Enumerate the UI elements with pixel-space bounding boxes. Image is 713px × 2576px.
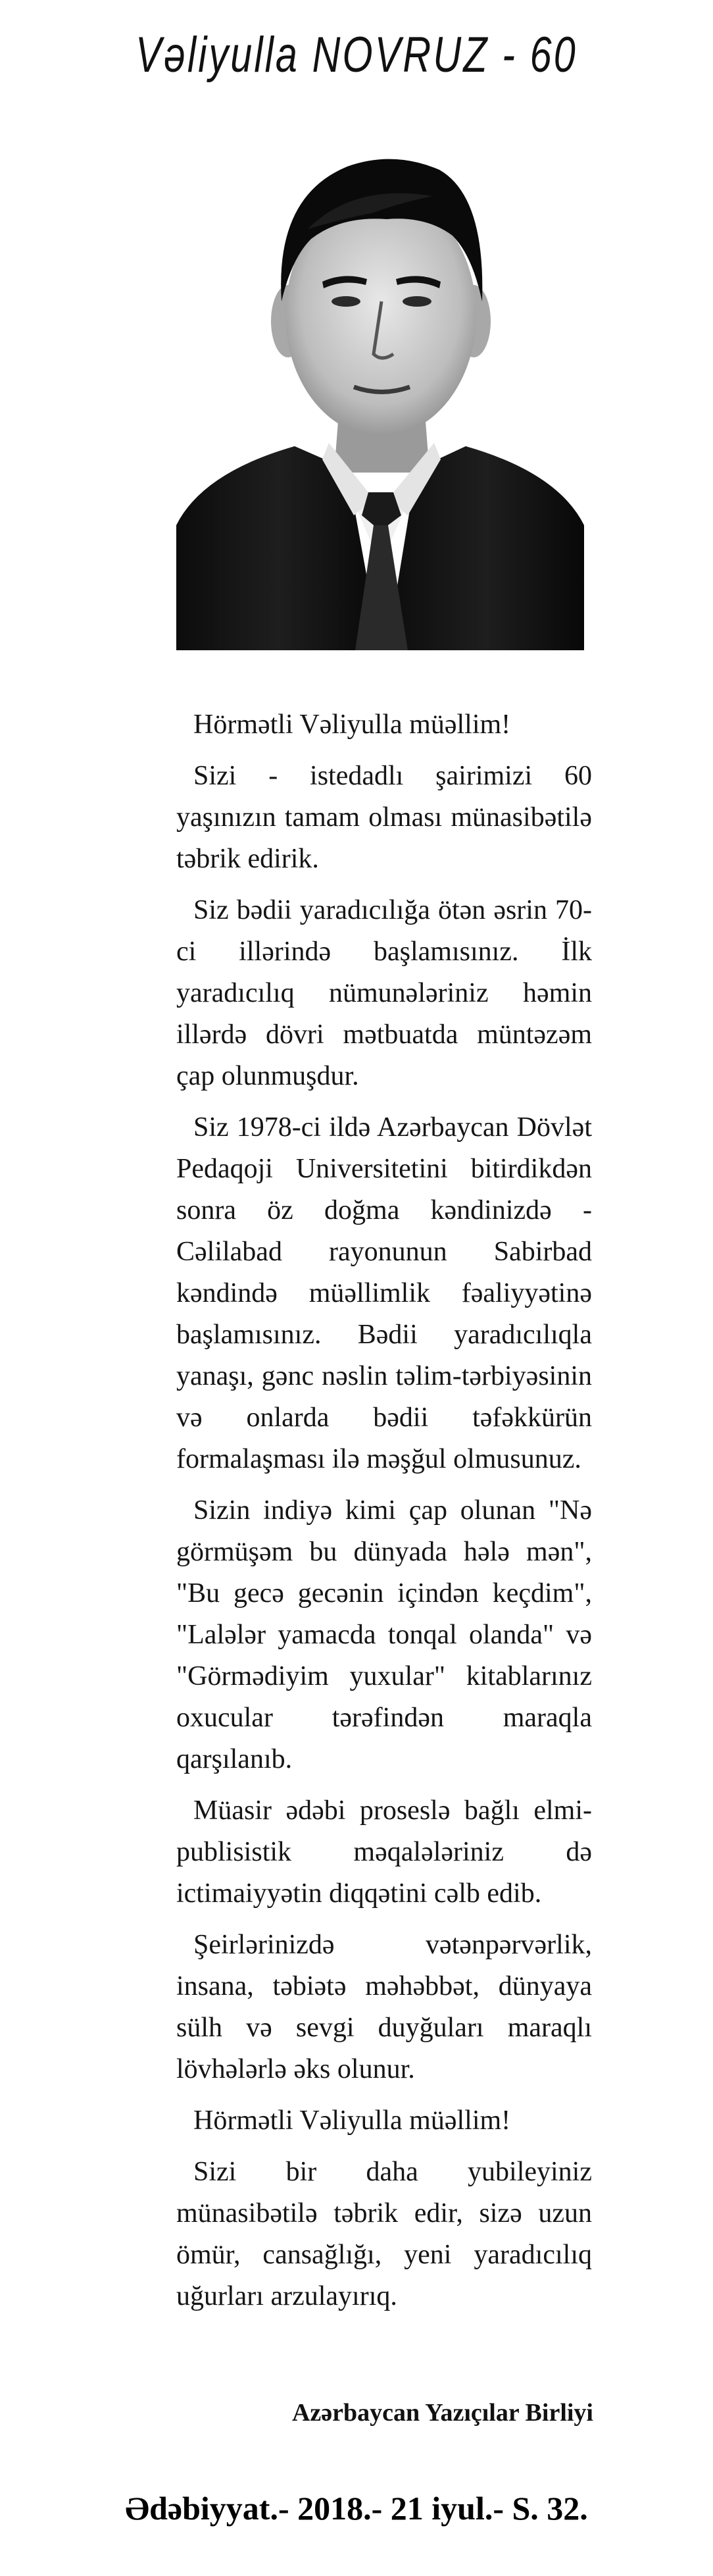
article-paragraph: Sizi bir daha yubileyiniz münasibətilə təbrik edir, sizə uzun ömür, cansağlığı, yeni yaradıcılıq uğurları arzulayırıq. (176, 2157, 592, 2311)
article-paragraph: Şeirlərinizdə vətənpərvərlik, insana, təbiətə məhəbbət, dünyaya sülh və sevgi duyğuları maraqlı lövhələrlə əks olunur. (176, 1930, 592, 2084)
portrait-photo-icon (176, 104, 584, 650)
greeting: Hörmətli Vəliyulla müəllim! (193, 709, 511, 740)
article-paragraph: Siz 1978-ci ildə Azərbaycan Dövlət Pedaqoji Universitetini bitirdikdən sonra öz doğma kəndinizdə - Cəlilabad rayonunun Sabirbad kəndində müəllimlik fəaliyyətinə başlamısınız. Bədii yaradıcılıqla yanaşı, gənc nəslin təlim-tərbiyəsinin və onlarda bədii təfəkkürün formalaşması ilə məşğul olmusunuz. (176, 1112, 592, 1474)
article-body (176, 704, 592, 2327)
greeting: Hörmətli Vəliyulla müəllim! (193, 2105, 511, 2136)
article-paragraph: Siz bədii yaradıcılığa ötən əsrin 70-ci illərində başlamısınız. İlk yaradıcılıq nümunələriniz həmin illərdə dövri mətbuatda müntəzəm çap olunmuşdur. (176, 895, 592, 1091)
portrait-photo (176, 104, 584, 650)
source-citation: Ədəbiyyat.- 2018.- 21 iyul.- S. 32. (125, 2490, 588, 2527)
article-title: Vəliyulla NOVRUZ - 60 (135, 27, 578, 83)
article-paragraph: Müasir ədəbi proseslə bağlı elmi-publisistik məqalələriniz də ictimaiyyətin diqqətini cəlb edib. (176, 1795, 592, 1909)
article-paragraph: Sizi - istedadlı şairimizi 60 yaşınızın tamam olması münasibətilə təbrik edirik. (176, 761, 592, 874)
signature: Azərbaycan Yazıçılar Birliyi (291, 2399, 593, 2427)
article-paragraph: Sizin indiyə kimi çap olunan "Nə görmüşəm bu dünyada hələ mən", "Bu gecə gecənin içindən keçdim", "Lalələr yamacda tonqal olanda" və "Görmədiyim yuxular" kitablarınız oxucular tərəfindən maraqla qarşılanıb. (176, 1495, 592, 1774)
